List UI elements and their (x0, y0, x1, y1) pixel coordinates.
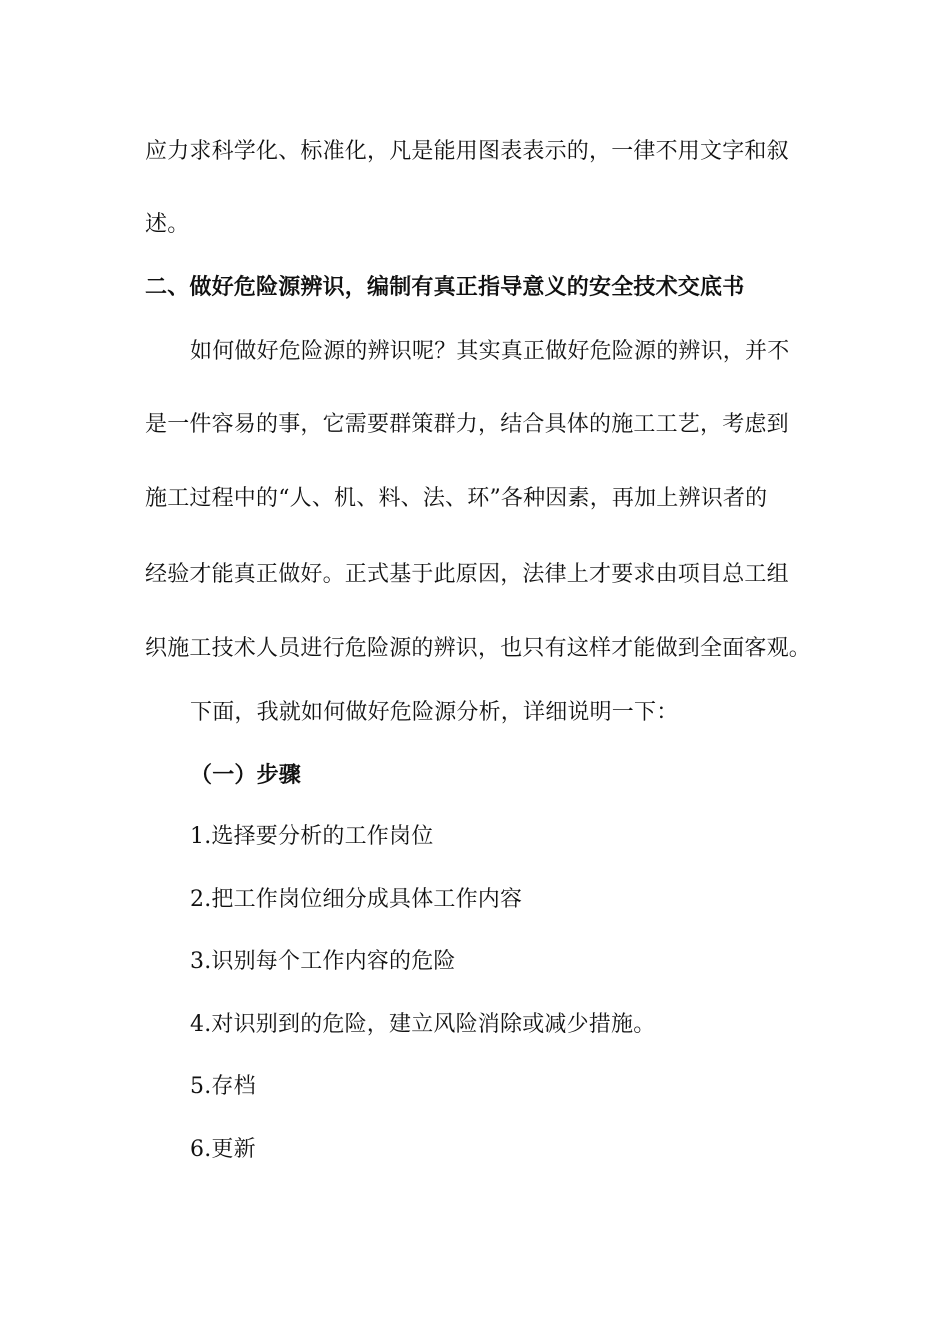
paragraph-line: 述。 (145, 212, 190, 237)
paragraph-line: 下面，我就如何做好危险源分析，详细说明一下： (190, 700, 679, 725)
sub-heading: （一）步骤 (190, 763, 302, 788)
list-item: 5.存档 (190, 1074, 256, 1099)
list-item: 6.更新 (190, 1137, 256, 1162)
paragraph-line: 是一件容易的事，它需要群策群力，结合具体的施工工艺，考虑到 (145, 412, 789, 437)
paragraph-line: 施工过程中的“人、机、料、法、环”各种因素，再加上辨识者的 (145, 486, 768, 511)
section-heading: 二、做好危险源辨识，编制有真正指导意义的安全技术交底书 (145, 275, 745, 300)
paragraph-line: 如何做好危险源的辨识呢？其实真正做好危险源的辨识，并不 (190, 339, 790, 364)
paragraph-line: 织施工技术人员进行危险源的辨识，也只有这样才能做到全面客观。 (145, 636, 812, 661)
list-item: 3.识别每个工作内容的危险 (190, 949, 456, 974)
paragraph-line: 经验才能真正做好。正式基于此原因，法律上才要求由项目总工组 (145, 562, 789, 587)
paragraph-line: 应力求科学化、标准化，凡是能用图表表示的，一律不用文字和叙 (145, 139, 789, 164)
list-item: 4.对识别到的危险，建立风险消除或减少措施。 (190, 1012, 656, 1037)
list-item: 2.把工作岗位细分成具体工作内容 (190, 887, 523, 912)
list-item: 1.选择要分析的工作岗位 (190, 824, 434, 849)
